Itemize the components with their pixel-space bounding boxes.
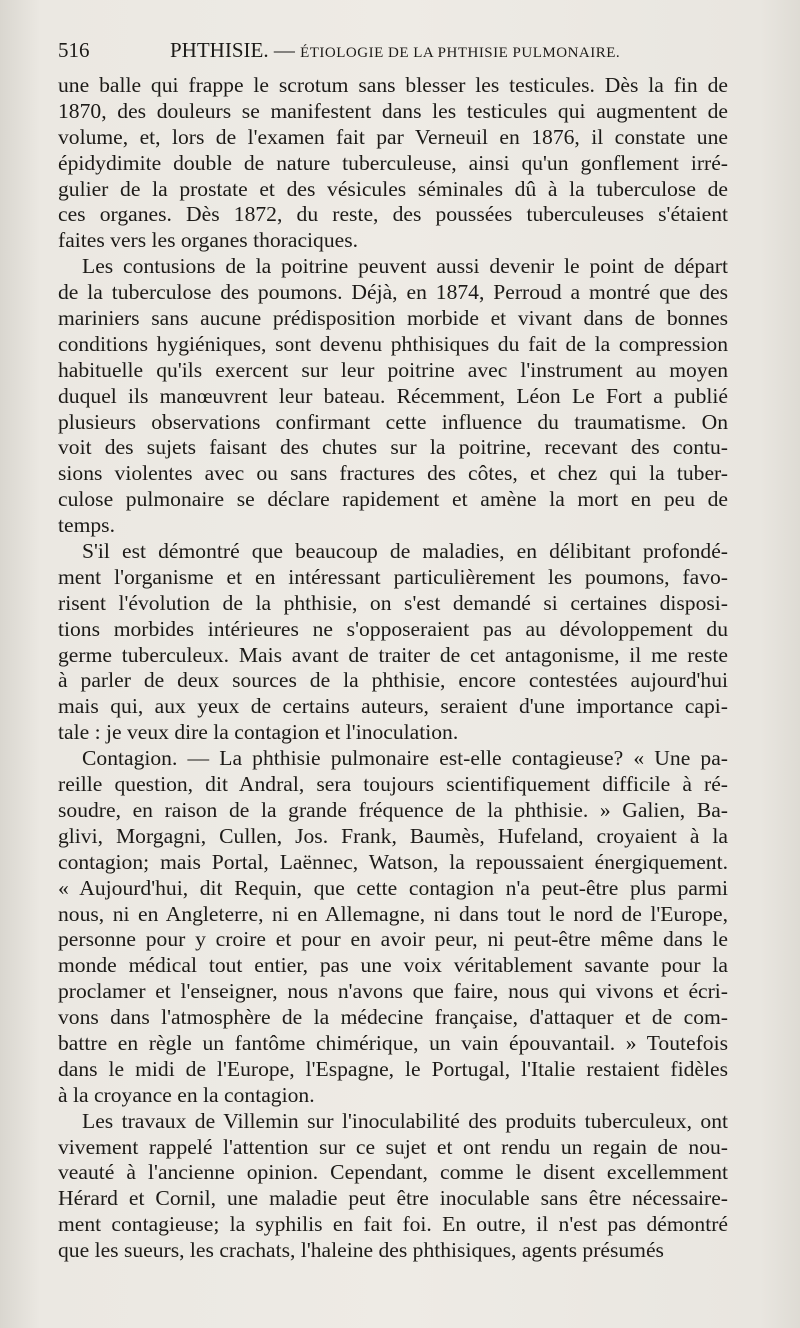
text-line: nous, ni en Angleterre, ni en Allemagne, ni dans tout le nord de l'Europe, [58,901,728,926]
text-line: culose pulmonaire se déclare rapidement et amène la mort en peu de [58,487,728,512]
text-line: Hérard et Cornil, une maladie peut être inoculable sans être nécessaire- [58,1186,728,1211]
page-number: 516 [58,38,90,62]
text-line: que les sueurs, les crachats, l'haleine des phthisiques, agents présumés [58,1238,664,1263]
text-line: temps. [58,513,115,538]
text-line: à parler de deux sources de la phthisie, encore contestées aujourd'hui [58,668,728,693]
text-line: plusieurs observations confirmant cette influence du traumatisme. On [58,409,728,434]
text-line: 1870, des douleurs se manifestent dans les testicules qui augmentent de [58,98,728,123]
text-line: proclamer et l'enseigner, nous n'avons que faire, nous qui vivons et écri- [58,979,728,1004]
text-line: gulier de la prostate et des vésicules séminales dû à la tuberculose de [58,176,728,201]
text-line: sions violentes avec ou sans fractures des côtes, et chez qui la tuber- [58,461,728,486]
text-line: monde médical tout entier, pas une voix véritablement savante pour la [58,953,728,978]
text-line: habituelle qu'ils exercent sur leur poitrine avec l'instrument au moyen [58,357,728,382]
text-line: glivi, Morgagni, Cullen, Jos. Frank, Baumès, Hufeland, croyaient à la [58,823,728,848]
text-line: battre en règle un fantôme chimérique, un vain épouvantail. » Toutefois [58,1030,728,1055]
text-line: veauté à l'ancienne opinion. Cependant, comme le disent excellemment [58,1160,728,1185]
body-text [58,73,728,1264]
header-dash: — [273,38,295,62]
paragraph [58,539,728,746]
text-line: conditions hygiéniques, sont devenu phthisiques du fait de la compression [58,331,728,356]
paragraph [58,73,728,254]
text-line: volume, et, lors de l'examen fait par Verneuil en 1876, il constate une [58,124,728,149]
text-line: tale : je veux dire la contagion et l'inoculation. [58,720,459,745]
text-line: Contagion. — La phthisie pulmonaire est-elle contagieuse? « Une pa- [82,746,728,771]
text-line: soudre, en raison de la grande fréquence de la phthisie. » Galien, Ba- [58,797,728,822]
text-line: dans le midi de l'Europe, l'Espagne, le Portugal, l'Italie restaient fidèles [58,1056,728,1081]
text-line: vons dans l'atmosphère de la médecine française, d'attaquer et de com- [58,1005,728,1030]
text-line: contagion; mais Portal, Laënnec, Watson, la repoussaient énergiquement. [58,849,728,874]
paragraph [58,1109,728,1264]
header-subtitle: ÉTIOLOGIE DE LA PHTHISIE PULMONAIRE. [300,45,621,61]
text-line: reille question, dit Andral, sera toujours scientifiquement difficile à ré- [58,772,728,797]
paragraph [58,746,728,1108]
text-line: risent l'évolution de la phthisie, on s'est demandé si certaines disposi- [58,590,728,615]
text-line: voit des sujets faisant des chutes sur la poitrine, recevant des contu- [58,435,728,460]
text-line: faites vers les organes thoraciques. [58,228,359,253]
text-line: germe tuberculeux. Mais avant de traiter de cet antagonisme, il me reste [58,642,728,667]
text-line: Les contusions de la poitrine peuvent aussi devenir le point de départ [82,254,728,279]
text-line: de la tuberculose des poumons. Déjà, en 1874, Perroud a montré que des [58,280,728,305]
text-line: S'il est démontré que beaucoup de maladies, en délibitant profondé- [82,539,728,564]
text-line: duquel ils manœuvrent leur bateau. Récemment, Léon Le Fort a publié [58,383,728,408]
paragraph [58,254,728,539]
text-line: ces organes. Dès 1872, du reste, des poussées tuberculeuses s'étaient [58,202,728,227]
text-line: ment contagieuse; la syphilis en fait foi. En outre, il n'est pas démontré [58,1212,728,1237]
running-title [170,34,620,69]
text-line: « Aujourd'hui, dit Requin, que cette contagion n'a peut-être plus parmi [58,875,728,900]
running-header [58,34,738,66]
text-line: tions morbides intérieures ne s'opposeraient pas au dévoloppement du [58,616,728,641]
text-line: Les travaux de Villemin sur l'inoculabilité des produits tuberculeux, ont [82,1108,728,1133]
text-line: une balle qui frappe le scrotum sans blesser les testicules. Dès la fin de [58,73,728,97]
text-line: mais qui, aux yeux de certains auteurs, seraient d'une importance capi- [58,694,728,719]
text-line: personne pour y croire et pour en avoir peur, ni peut-être même dans le [58,927,728,952]
text-line: à la croyance en la contagion. [58,1082,315,1107]
text-line: vivement rappelé l'attention sur ce sujet et ont rendu un regain de nou- [58,1134,728,1159]
text-line: épidydimite double de nature tuberculeuse, ainsi qu'un gonflement irré- [58,150,728,175]
text-line: ment l'organisme et en intéressant particulièrement les poumons, favo- [58,564,728,589]
header-title: PHTHISIE. [170,38,269,62]
text-line: mariniers sans aucune prédisposition morbide et vivant dans de bonnes [58,306,728,331]
